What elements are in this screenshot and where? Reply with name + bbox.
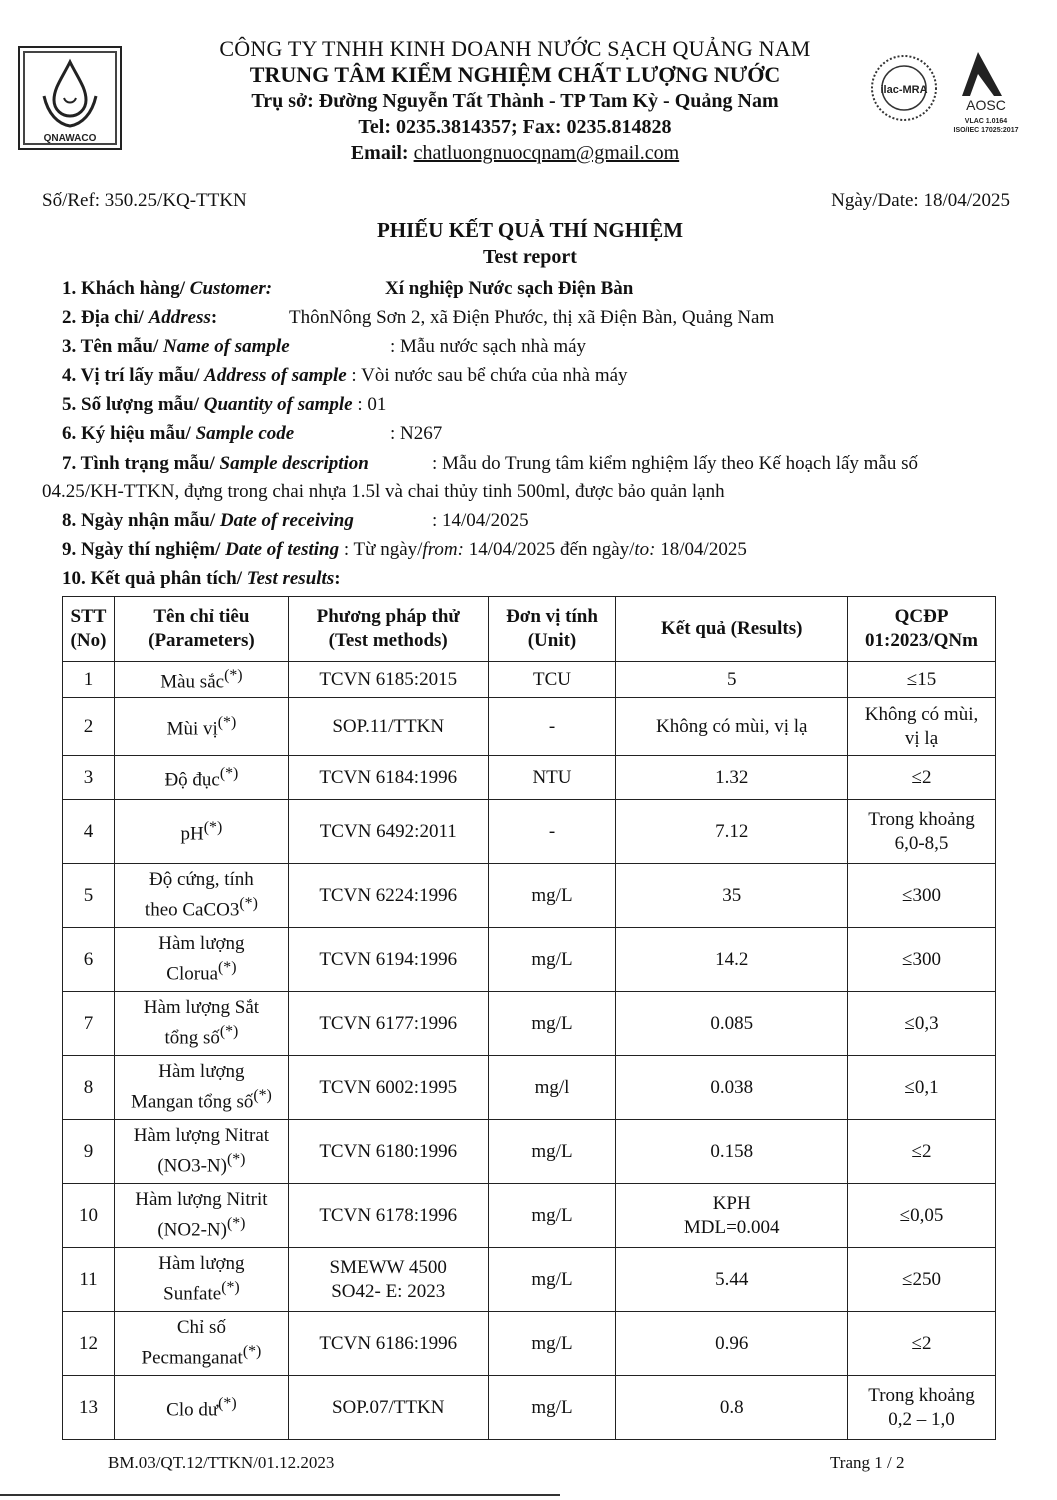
cell-standard: ≤2 [848,1312,996,1376]
cell-unit: - [488,800,616,864]
cell-unit: NTU [488,756,616,800]
form-code: BM.03/QT.12/TTKN/01.12.2023 [108,1453,335,1472]
info-sample-name [62,335,587,359]
svg-text:VLAC 1.0164: VLAC 1.0164 [964,118,1008,125]
table-row [63,992,996,1056]
table-row [63,1056,996,1120]
cell-unit: mg/L [488,1312,616,1376]
page-title: PHIẾU KẾT QUẢ THÍ NGHIỆM [376,218,684,242]
office-address: Trụ sở: Đường Nguyễn Tất Thành - TP Tam Kỳ - Quảng Nam [251,90,779,112]
sample-name-value: : Mẫu nước sạch nhà máy [390,336,587,357]
quantity-label-en: Quantity of sample [203,394,353,415]
results-label-en: Test results [246,568,335,589]
sample-location-label: 4. Vị trí lấy mẫu/ [62,365,205,386]
description-label-en: Sample description [219,453,369,474]
customer-value: Xí nghiệp Nước sạch Điện Bàn [385,278,634,299]
cell-parameter: Độ đục(*) [114,756,288,800]
accredited-mark: (*) [219,765,239,783]
results-table [62,596,996,1440]
cell-no: 5 [63,864,115,928]
cell-no: 2 [63,698,115,756]
cell-parameter: Hàm lượng Mangan tổng số(*) [114,1056,288,1120]
cell-no: 8 [63,1056,115,1120]
cell-method: TCVN 6194:1996 [288,928,488,992]
accredited-mark: (*) [221,1279,240,1297]
cell-method: TCVN 6184:1996 [288,756,488,800]
sample-name-label-en: Name of sample [163,336,290,357]
cell-standard: ≤15 [848,662,996,698]
sample-code-label: 6. Ký hiệu mẫu/ [62,423,196,444]
col-unit: Đơn vị tính (Unit) [488,597,616,662]
cell-result: 0.158 [616,1120,848,1184]
cell-standard: Trong khoảng 6,0-8,5 [848,800,996,864]
address-colon: : [210,307,218,328]
info-description [62,452,919,476]
receiving-label: 8. Ngày nhận mẫu/ [62,510,220,531]
description-value-line2: 04.25/KH-TTKN, đựng trong chai nhựa 1.5l và chai thủy tinh 500ml, được bảo quản lạnh [42,481,725,502]
reference-number: Số/Ref: 350.25/KQ-TTKN [42,190,247,211]
table-header-row [63,597,996,662]
testing-from-en: from: [422,539,464,560]
table-row [63,698,996,756]
svg-text:AOSC: AOSC [966,97,1006,113]
testing-label-en: Date of testing [225,539,340,560]
bottom-rule [0,1494,560,1496]
svg-text:QNAWACO: QNAWACO [43,133,97,144]
description-label: 7. Tình trạng mẫu/ [62,453,220,474]
cell-unit: mg/L [488,1184,616,1248]
cell-no: 1 [63,662,115,698]
table-row [63,1312,996,1376]
quantity-value: : 01 [357,394,387,415]
cell-unit: TCU [488,662,616,698]
cell-parameter: Hàm lượng Sắt tổng số(*) [114,992,288,1056]
description-value-line1: : Mẫu do Trung tâm kiểm nghiệm lấy theo Kế hoạch lấy mẫu số [432,453,919,474]
letterhead [130,36,900,166]
accredited-mark: (*) [242,1343,262,1361]
cell-result: 7.12 [616,800,848,864]
cell-result: KPH MDL=0.004 [616,1184,848,1248]
accredited-mark: (*) [218,959,237,977]
cell-no: 10 [63,1184,115,1248]
table-row [63,662,996,698]
cell-no: 13 [63,1376,115,1440]
cell-parameter: pH(*) [114,800,288,864]
col-methods: Phương pháp thử (Test methods) [288,597,488,662]
cell-method: TCVN 6002:1995 [288,1056,488,1120]
info-results [62,567,341,591]
table-row [63,1120,996,1184]
testing-from-prefix: : Từ ngày/ [343,539,423,560]
cell-no: 7 [63,992,115,1056]
sample-code-label-en: Sample code [195,423,295,444]
cell-method: TCVN 6492:2011 [288,800,488,864]
cell-method: TCVN 6180:1996 [288,1120,488,1184]
cell-result: 5 [616,662,848,698]
testing-label: 9. Ngày thí nghiệm/ [62,539,226,560]
customer-label-en: Customer: [189,278,273,299]
cell-unit: mg/l [488,1056,616,1120]
address-label: 2. Địa chỉ/ [62,307,149,328]
cell-unit: mg/L [488,1248,616,1312]
col-no: STT (No) [63,597,115,662]
col-standard: QCĐP 01:2023/QNm [848,597,996,662]
cell-parameter: Màu sắc(*) [114,662,288,698]
cell-result: 0.96 [616,1312,848,1376]
cell-result: 5.44 [616,1248,848,1312]
table-row [63,800,996,864]
table-row [63,864,996,928]
cell-standard: Không có mùi, vị lạ [848,698,996,756]
info-customer [62,277,634,301]
accredited-mark: (*) [253,1087,272,1105]
cell-method: TCVN 6177:1996 [288,992,488,1056]
info-receiving [62,509,529,533]
address-label-en: Address [148,307,211,328]
col-results: Kết quả (Results) [616,597,848,662]
cell-standard: ≤300 [848,928,996,992]
cell-standard: ≤0,1 [848,1056,996,1120]
aosc-icon [954,52,1019,134]
accredited-mark: (*) [219,1023,239,1041]
receiving-value: : 14/04/2025 [432,510,529,531]
cell-unit: mg/L [488,1120,616,1184]
cell-standard: ≤2 [848,1120,996,1184]
cell-result: 14.2 [616,928,848,992]
info-description-cont [42,480,725,504]
info-address [62,306,775,330]
info-testing [62,538,747,562]
cell-result: 0.085 [616,992,848,1056]
cell-method: SOP.11/TTKN [288,698,488,756]
accredited-mark: (*) [239,895,258,913]
cell-no: 3 [63,756,115,800]
email-label: Email: [350,142,414,164]
quantity-label: 5. Số lượng mẫu/ [62,394,204,415]
page-subtitle: Test report [483,246,577,268]
testing-to-date: 18/04/2025 [655,539,747,560]
email-link[interactable]: chatluongnuocqnam@gmail.com [413,142,680,164]
table-row [63,756,996,800]
cell-standard: ≤300 [848,864,996,928]
cell-standard: ≤250 [848,1248,996,1312]
sample-location-label-en: Address of sample [204,365,347,386]
accredited-mark: (*) [226,1215,246,1233]
cell-standard: ≤0,05 [848,1184,996,1248]
results-colon: : [334,568,341,589]
cell-no: 11 [63,1248,115,1312]
customer-label: 1. Khách hàng/ [62,278,190,299]
cell-no: 9 [63,1120,115,1184]
company-logo [18,46,122,150]
cell-parameter: Hàm lượng Nitrat (NO3-N)(*) [114,1120,288,1184]
testing-to-en: to: [634,539,656,560]
cell-no: 4 [63,800,115,864]
cell-method: SOP.07/TTKN [288,1376,488,1440]
table-row [63,1184,996,1248]
cell-unit: mg/L [488,864,616,928]
info-sample-location [62,364,628,388]
cell-result: Không có mùi, vị lạ [616,698,848,756]
sample-name-label: 3. Tên mẫu/ [62,336,164,357]
cell-parameter: Mùi vị(*) [114,698,288,756]
table-row [63,1248,996,1312]
cell-parameter: Độ cứng, tính theo CaCO3(*) [114,864,288,928]
report-date: Ngày/Date: 18/04/2025 [831,190,1010,211]
svg-text:ISO/IEC 17025:2017: ISO/IEC 17025:2017 [953,127,1019,134]
cell-method: SMEWW 4500 SO42- E: 2023 [288,1248,488,1312]
accredited-mark: (*) [226,1151,246,1169]
sample-code-value: : N267 [390,423,443,444]
svg-text:ilac-MRA: ilac-MRA [880,84,928,96]
cell-unit: mg/L [488,992,616,1056]
page-number: Trang 1 / 2 [830,1453,905,1472]
center-name: TRUNG TÂM KIỂM NGHIỆM CHẤT LƯỢNG NƯỚC [249,62,781,87]
address-value: ThônNông Sơn 2, xã Điện Phước, thị xã Điện Bàn, Quảng Nam [289,307,775,328]
sample-location-value: : Vòi nước sau bể chứa của nhà máy [351,365,628,386]
accredited-mark: (*) [217,714,237,732]
cell-parameter: Hàm lượng Clorua(*) [114,928,288,992]
table-row [63,1376,996,1440]
cell-unit: - [488,698,616,756]
cell-unit: mg/L [488,1376,616,1440]
company-name: CÔNG TY TNHH KINH DOANH NƯỚC SẠCH QUẢNG NAM [219,36,811,61]
testing-to-prefix: 14/04/2025 đến ngày/ [463,539,635,560]
contact-phone: Tel: 0235.3814357; Fax: 0235.814828 [358,116,672,138]
cell-method: TCVN 6178:1996 [288,1184,488,1248]
cell-method: TCVN 6224:1996 [288,864,488,928]
cell-standard: ≤2 [848,756,996,800]
cell-parameter: Chỉ số Pecmanganat(*) [114,1312,288,1376]
accredited-mark: (*) [218,1395,237,1413]
info-sample-code [62,422,443,446]
table-row [63,928,996,992]
cell-method: TCVN 6186:1996 [288,1312,488,1376]
receiving-label-en: Date of receiving [219,510,354,531]
cell-result: 1.32 [616,756,848,800]
cell-no: 6 [63,928,115,992]
cell-result: 35 [616,864,848,928]
cell-parameter: Hàm lượng Sunfate(*) [114,1248,288,1312]
water-drop-hands-icon [20,48,120,148]
cell-no: 12 [63,1312,115,1376]
contact-email [130,140,900,166]
cell-method: TCVN 6185:2015 [288,662,488,698]
cell-parameter: Clo dư(*) [114,1376,288,1440]
cell-result: 0.8 [616,1376,848,1440]
col-parameters: Tên chỉ tiêu (Parameters) [114,597,288,662]
cell-result: 0.038 [616,1056,848,1120]
accredited-mark: (*) [224,667,243,685]
accredited-mark: (*) [203,819,223,837]
cell-standard: Trong khoảng 0,2 – 1,0 [848,1376,996,1440]
cell-standard: ≤0,3 [848,992,996,1056]
info-quantity [62,393,386,417]
cell-parameter: Hàm lượng Nitrit (NO2-N)(*) [114,1184,288,1248]
cell-unit: mg/L [488,928,616,992]
results-label: 10. Kết quả phân tích/ [62,568,247,589]
